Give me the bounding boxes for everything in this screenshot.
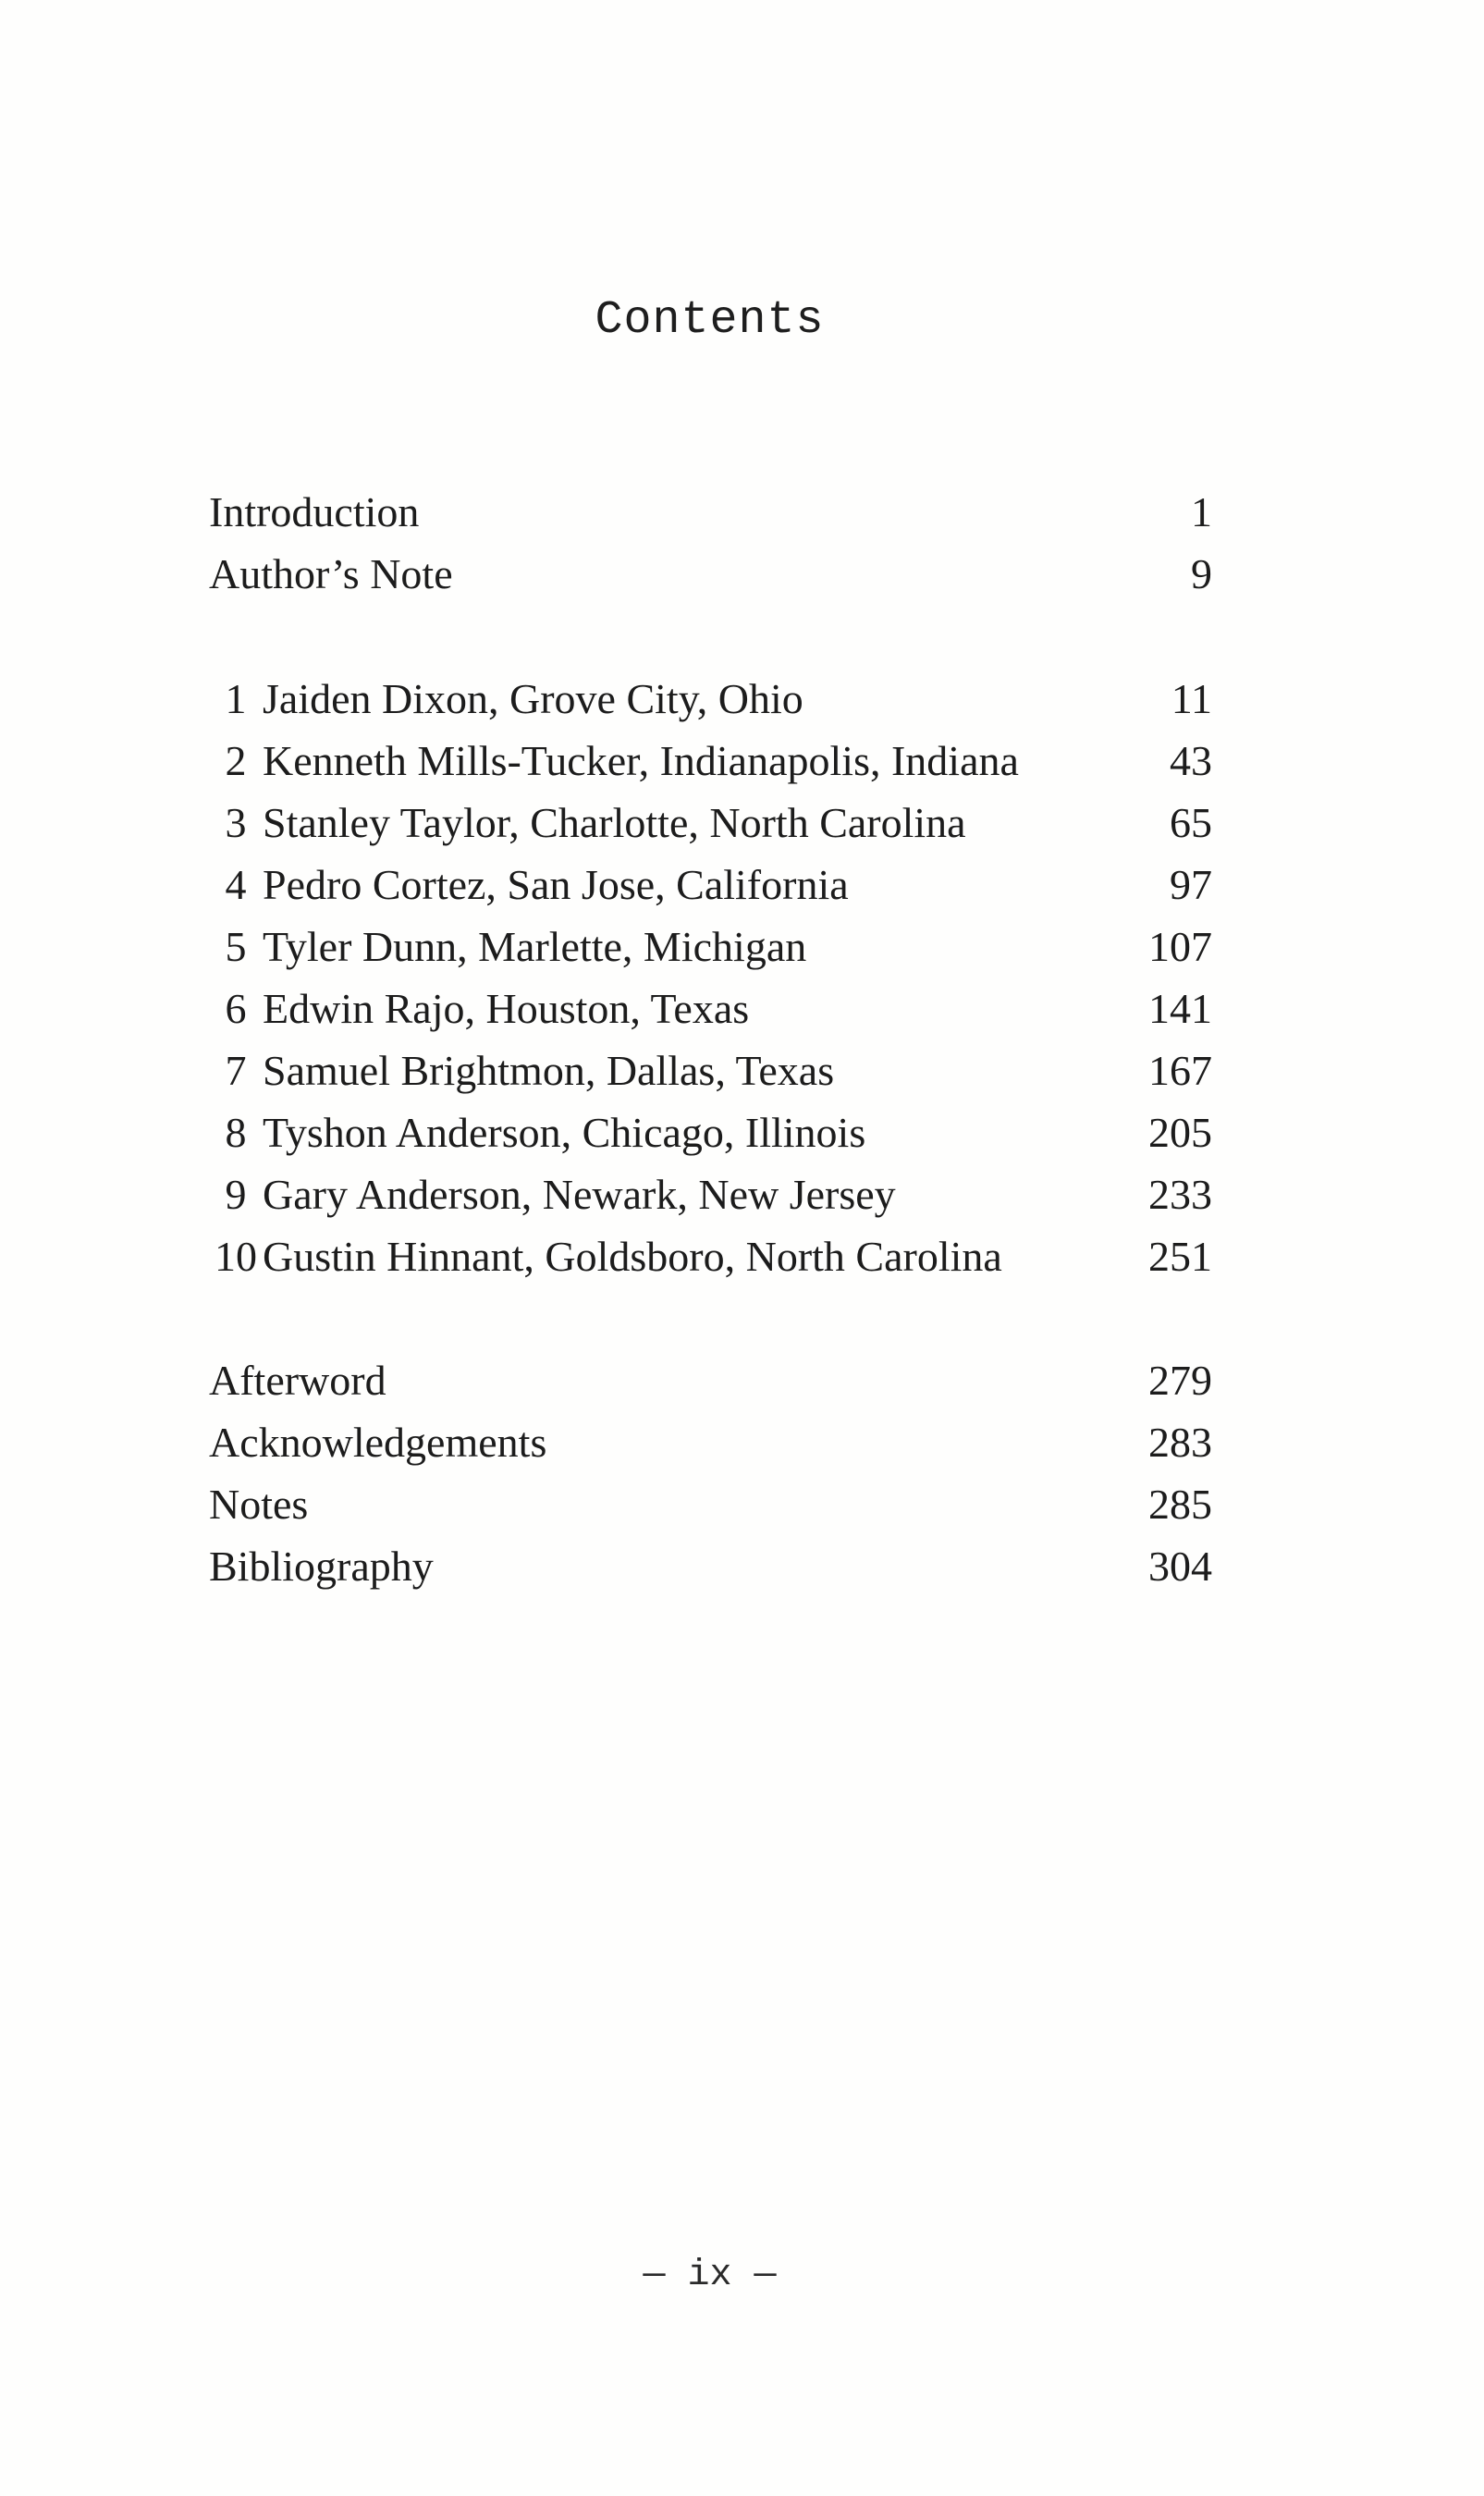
toc-entry-label: Tyler Dunn, Marlette, Michigan: [263, 923, 807, 970]
chapter-number: 4: [225, 861, 247, 908]
toc-entry-chapter-9[interactable]: [209, 1163, 1212, 1225]
toc-entry-introduction[interactable]: [209, 481, 1212, 543]
toc-entry-page: 9: [1191, 550, 1212, 597]
toc-entry-bibliography[interactable]: [209, 1535, 1212, 1597]
toc-entry-label: Jaiden Dixon, Grove City, Ohio: [263, 675, 803, 722]
toc-entry-chapter-2[interactable]: [209, 730, 1212, 792]
toc-entry-page: 233: [1148, 1171, 1212, 1218]
toc-entry-label: Kenneth Mills-Tucker, Indianapolis, Indiana: [263, 737, 1019, 784]
toc-entry-page: 283: [1148, 1419, 1212, 1466]
chapter-number: 6: [225, 985, 247, 1032]
chapter-number: 2: [225, 737, 247, 784]
toc-entry-chapter-4[interactable]: [209, 854, 1212, 916]
chapter-number: 3: [225, 799, 247, 846]
toc-entry-chapter-6[interactable]: [209, 977, 1212, 1039]
back-matter-list: [209, 1349, 1212, 1597]
toc-entry-page: 285: [1148, 1481, 1212, 1528]
toc-entry-page: 65: [1170, 799, 1212, 846]
chapter-list: [209, 668, 1212, 1287]
toc-entry-label: Bibliography: [209, 1543, 434, 1590]
toc-entry-label: Edwin Rajo, Houston, Texas: [263, 985, 750, 1032]
toc-entry-page: 251: [1148, 1233, 1212, 1280]
toc-entry-authors-note[interactable]: [209, 543, 1212, 605]
chapter-number: 5: [225, 923, 247, 970]
toc-entry-chapter-5[interactable]: [209, 916, 1212, 977]
toc-entry-page: 279: [1148, 1357, 1212, 1404]
page-folio: — ix —: [643, 2255, 777, 2296]
toc-entry-page: 97: [1170, 861, 1212, 908]
chapter-number: 8: [225, 1109, 247, 1156]
toc-entry-label: Acknowledgements: [209, 1419, 547, 1466]
toc-entry-chapter-1[interactable]: [209, 668, 1212, 730]
toc-entry-page: 1: [1191, 488, 1212, 535]
toc-entry-chapter-8[interactable]: [209, 1101, 1212, 1163]
toc-entry-chapter-7[interactable]: [209, 1039, 1212, 1101]
toc-entry-page: 304: [1148, 1543, 1212, 1590]
page-title: Contents: [595, 294, 825, 347]
toc-entry-label: Tyshon Anderson, Chicago, Illinois: [263, 1109, 866, 1156]
toc-entry-chapter-10[interactable]: [209, 1225, 1212, 1287]
toc-entry-afterword[interactable]: [209, 1349, 1212, 1411]
toc-entry-label: Introduction: [209, 488, 420, 535]
toc-entry-page: 11: [1171, 675, 1212, 722]
chapter-number: 10: [215, 1233, 257, 1280]
toc-entry-label: Gary Anderson, Newark, New Jersey: [263, 1171, 896, 1218]
toc-entry-page: 205: [1148, 1109, 1212, 1156]
chapter-number: 9: [225, 1171, 247, 1218]
toc-entry-chapter-3[interactable]: [209, 792, 1212, 854]
toc-entry-label: Pedro Cortez, San Jose, California: [263, 861, 849, 908]
chapter-number: 1: [225, 675, 247, 722]
toc-entry-label: Gustin Hinnant, Goldsboro, North Carolina: [263, 1233, 1002, 1280]
toc-entry-label: Samuel Brightmon, Dallas, Texas: [263, 1047, 835, 1094]
toc-entry-page: 167: [1148, 1047, 1212, 1094]
toc-entry-page: 141: [1148, 985, 1212, 1032]
front-matter-list: [209, 481, 1212, 605]
chapter-number: 7: [225, 1047, 247, 1094]
toc-entry-label: Stanley Taylor, Charlotte, North Carolina: [263, 799, 966, 846]
toc-entry-label: Author’s Note: [209, 550, 453, 597]
toc-entry-notes[interactable]: [209, 1473, 1212, 1535]
toc-entry-label: Afterword: [209, 1357, 386, 1404]
toc-entry-acknowledgements[interactable]: [209, 1411, 1212, 1473]
toc-entry-label: Notes: [209, 1481, 309, 1528]
toc-entry-page: 43: [1170, 737, 1212, 784]
toc-entry-page: 107: [1148, 923, 1212, 970]
